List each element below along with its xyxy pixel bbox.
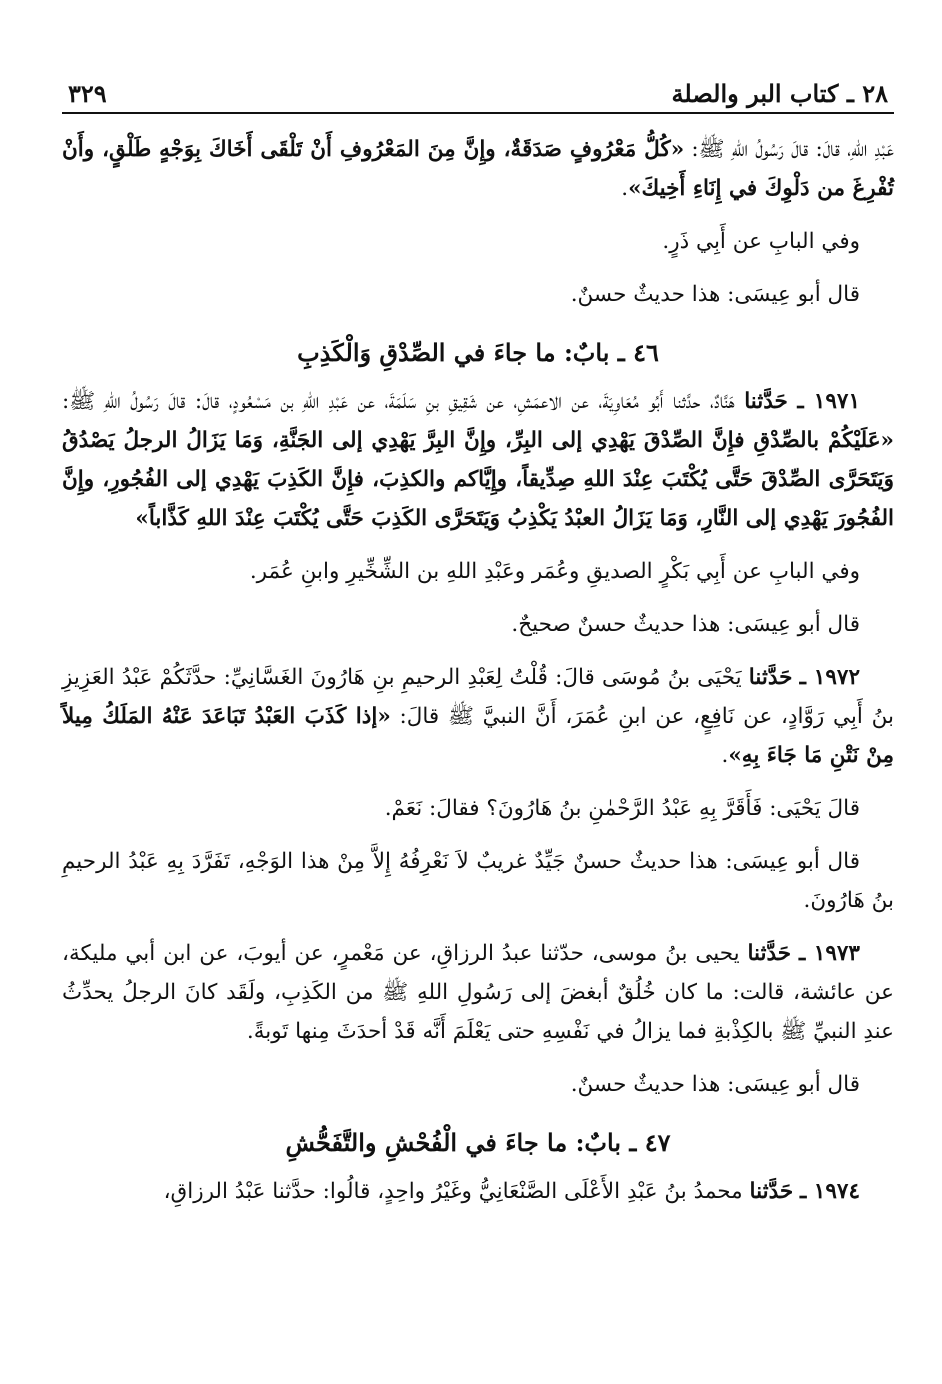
hadith-number: ١٩٧٣ ـ <box>798 941 860 966</box>
prophetic-text: «إذا كَذَبَ العَبْدُ تَبَاعَدَ عَنْهُ المَلَكُ مِيلاً مِنْ نَتْنِ مَا جَاءَ بِهِ» <box>62 704 894 768</box>
narration-end: . <box>721 743 729 768</box>
grading-paragraph: قال أبو عِيسَى: هذا حديثٌ حسنٌ صحيحٌ. <box>511 612 860 637</box>
chapter-heading: ٤٧ ـ بابٌ: ما جاءَ في الْفُحْشِ والتَّفَحُّشِ <box>285 1128 671 1157</box>
note-paragraph: قالَ يَحْيَى: فَأَقَرَّ بِهِ عَبْدُ الرَّحْمٰنِ بنُ هَارُونَ؟ فقالَ: نَعَمْ. <box>384 796 860 821</box>
hadith-paragraph <box>62 382 894 538</box>
hadith-number: ١٩٧٤ ـ <box>800 1179 860 1204</box>
haddathana-word: حَدَّثنا <box>748 665 793 690</box>
hadith-paragraph <box>62 1172 894 1211</box>
note-paragraph: وفي البابِ عن أَبِي ذَرٍ. <box>662 229 860 254</box>
narration-text: يحيى بنُ موسى، حدّثنا عبدُ الرزاقِ، عن مَعْمرٍ، عن أيوبَ، عن ابن أبي مليكة، عن عائشة، قالت: ما كان خُلُقٌ أبغضَ إلى رَسُولِ اللهِ ﷺ من الكَذِبِ، ولَقَد كانَ الرجلُ يحدِّثُ عندِ النبيِّ ﷺ بالكِذْبةِ فما يزالُ في نَفْسِهِ حتى يَعْلَمَ أَنَّه قَدْ أحدَثَ مِنها تَوبةً. <box>62 941 894 1044</box>
haddathana-word: حَدَّثنا <box>749 1179 794 1204</box>
narration-text: محمدُ بنُ عَبْدِ الأَعْلَى الصَّنْعَانِيُّ وغَيْرُ واحِدٍ، قالُوا: حدَّثنا عَبْدُ الرزاقِ، <box>163 1179 750 1204</box>
grading-paragraph: قال أبو عِيسَى: هذا حديثٌ حسنٌ. <box>570 282 860 307</box>
narration-end: . <box>621 176 629 201</box>
note-paragraph: وفي البابِ عن أَبِي بَكْرٍ الصديقِ وعُمَر وعَبْدِ اللهِ بن الشِّخِّيرِ وابنِ عُمَر. <box>249 559 860 584</box>
hadith-number: ١٩٧١ ـ <box>797 389 860 414</box>
grading-paragraph: قال أبو عِيسَى: هذا حديثٌ حسنٌ جَيِّدٌ غريبٌ لاَ نَعْرِفُهُ إِلاَّ مِنْ هذا الوَجْهِ، تَفَرَّدَ بِهِ عَبْدُ الرحيمِ بنُ هَارُونَ. <box>62 849 894 913</box>
hadith-number: ١٩٧٢ ـ <box>799 665 860 690</box>
prophetic-text: «كُلُّ مَعْرُوفٍ صَدَقَةٌ، وإِنَّ مِنَ المَعْرُوفِ أَنْ تَلْقَى أَخَاكَ بِوَجْهٍ طَلْقٍ، وأَنْ تُفْرِغَ من دَلْوِكَ في إِنَاءِ أَخِيكَ» <box>62 137 894 201</box>
haddathana-word: حَدَّثنا <box>744 389 788 414</box>
narration-text: يَحْيَى بنُ مُوسَى قالَ: قُلْتُ لِعَبْدِ الرحيمِ بنِ هَارُونَ الغَسَّانِيِّ: حدَّثَكُمْ عَبْدُ العَزِيزِ بنُ أَبِي رَوَّادٍ، عن نَافِعٍ، عن ابنِ عُمَرَ، أَنَّ النبيَّ ﷺ قالَ: <box>62 665 894 729</box>
haddathana-word: حَدَّثنا <box>747 941 792 966</box>
page-number: ٣٢٩ <box>68 79 107 108</box>
header-chapter-title: ٢٨ ـ كتاب البر والصلة <box>671 79 888 108</box>
prophetic-text: «عَلَيْكُمْ بالصِّدْقِ فإِنَّ الصِّدْقَ يَهْدِي إلى البِرِّ، وإِنَّ البِرَّ يَهْدِي إلى الجَنَّةِ، وَمَا يَزَالُ الرجلُ يَصْدُقُ وَيَتَحَرَّى الصِّدْقَ حَتَّى يُكْتَبَ عِنْدَ اللهِ صِدِّيقاً، وإِيَّاكم والكذِبَ، فإِنَّ الكَذِبَ يَهْدِي إلى الفُجُورِ، وإِنَّ الفُجُورَ يَهْدِي إلى النَّارِ، وَمَا يَزَالُ العبْدُ يَكْذِبُ وَيَتَحَرَّى الكَذِبَ حَتَّى يُكْتَبَ عِنْدَ اللهِ كَذَّاباً» <box>62 428 894 531</box>
chapter-heading: ٤٦ ـ بابٌ: ما جاءَ في الصِّدْقِ وَالْكَذِبِ <box>297 338 659 367</box>
narration-text: هَنَّادٌ، حدَّثنا أَبُو مُعَاوِيَةَ، عن الاعمَشِ، عن شَقِيقِ بنِ سَلَمَةَ، عن عَبْدِ اللهِ بن مَسْعُودٍ، قالَ: قالَ رَسُولُ اللهِ ﷺ: <box>62 389 745 414</box>
hadith-paragraph <box>62 934 894 1051</box>
hadith-continuation <box>62 130 894 208</box>
narration-text: عَبْدِ اللهِ، قالَ: قالَ رَسُولُ اللهِ ﷺ: <box>684 137 894 162</box>
hadith-paragraph <box>62 658 894 775</box>
running-header <box>62 70 894 114</box>
grading-paragraph: قال أبو عِيسَى: هذا حديثٌ حسنٌ. <box>570 1072 860 1097</box>
